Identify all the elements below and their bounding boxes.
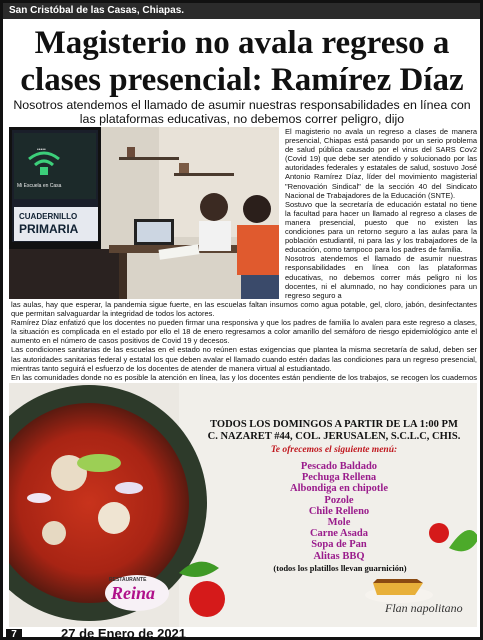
tv-screen-cuadernillo: CUADERNILLO [19,212,78,221]
menu-item: Pozole [324,494,354,506]
article-column [285,127,477,300]
tv-screen-primaria: PRIMARIA [19,222,79,236]
page-number: 7 [6,629,22,640]
menu-item: Albondiga en chipotle [289,483,389,495]
flan-label: Flan napolitano [385,601,463,615]
article-paragraph: Nosotros atendemos el llamado de asumir nuestras responsabilidades en línea con las plataformas educativas, no debemos correr más peligro ni los docentes, ni el alumnado, no hay condiciones para un regreso seguro a [285,254,477,300]
deck: Nosotros atendemos el llamado de asumir nuestras responsabilidades en línea con las plataformas educativas, no debemos correr peligro, dijo [13,98,471,126]
ad-note: (todos los platillos llevan guarnición) [273,563,407,573]
article-paragraph: El magisterio no avala un regreso a clases de manera presencial, Chiapas está pasando por un serio problema de salud pública causado por el virus del SARS Cov2 (Covid 19) que debe ser atendido y solucionado por las autoridades federales y estatales de salud, sostuvo José Antonio Ramírez Díaz, líder del movimiento magisterial "Renovación Sindical" de la sección 40 del Sindicato Nacional de Trabajadores de la Educación (SNTE). [285,127,477,200]
article-paragraph: En las comunidades donde no es posible la atención en línea, las y los docentes están pendiente de los trabajos, se recogen los cuadernos [11,372,477,382]
restaurant-ad [9,383,477,627]
headline: Magisterio no avala regreso a clases presencial: Ramírez Díaz [20,25,464,98]
ad-address: C. NAZARET #44, COL. JERUSALEN, S.C.L.C, CHIS. [207,431,461,442]
tv-screen-mi-escuela: Mi Escuela en Casa [17,183,62,189]
location-label: San Cristóbal de las Casas, Chiapas. [9,5,185,16]
menu-item: Sopa de Pan [311,539,367,551]
menu-item: Pescado Baldado [300,461,378,472]
menu-item: Alitas BBQ [313,550,365,562]
menu-item: Chile Relleno [308,505,370,517]
tv-screen-text-1: ••••• [37,147,46,153]
article-paragraph: Las condiciones sanitarias de las escuelas en el estado no reúnen estas exigencias que plantea la misma secretaría de salud, deben ser las autoridades sanitarias federal y estatal los que deben avalar el llamado cuando estén dadas las condiciones para un regreso presencial, mientras tanto seguirá el esfuerzo de los docentes de atender de manera virtual al estudiantado. [11,345,477,373]
issue-date: 27 de Enero de 2021 [61,626,187,640]
menu-item: Pechuga Rellena [301,472,377,484]
header-bar [3,3,480,19]
ad-offer: Te ofrecemos el siguiente menú: [270,445,398,455]
article-photo [9,127,279,299]
footer [3,626,480,640]
restaurant-logo [105,579,169,611]
article-paragraph: las aulas, hay que esperar, la pandemia sigue fuerte, en las escuelas faltan insumos como agua potable, gel, cloro, jabón, desinfectantes que permitan salvaguardar la integridad de todos los actores. [11,300,477,319]
menu-item: Mole [327,517,351,529]
article-body [11,300,477,391]
article-paragraph: Ramírez Díaz enfatizó que los docentes no pueden firmar una responsiva y que los padres de familia lo avalen para este regreso a clases, la situación es complicada en el estado por ello el 18 de enero regresamos a color amarillo del semáforo de riesgo epidemiológico ante el aumento en el número de casos positivos de Covid 19 y decesos. [11,318,477,346]
ad-schedule-block [189,419,477,443]
menu-item: Carne Asada [309,528,369,540]
logo-top-text: RESTAURANTE [109,577,147,583]
ad-menu [219,461,459,562]
ad-schedule: TODOS LOS DOMINGOS A PARTIR DE LA 1:00 PM [210,419,458,430]
logo-name: Reina [111,583,156,603]
article-paragraph: Sostuvo que la secretaría de educación estatal no tiene la facultad para hacer un llamado al regreso a clases de manera presencial, puesto que no existen las condiciones para un retorno seguro a las aulas para la población estudiantil, ni para las y los trabajadores de la educación, como tampoco para los padres de familia. [285,199,477,255]
